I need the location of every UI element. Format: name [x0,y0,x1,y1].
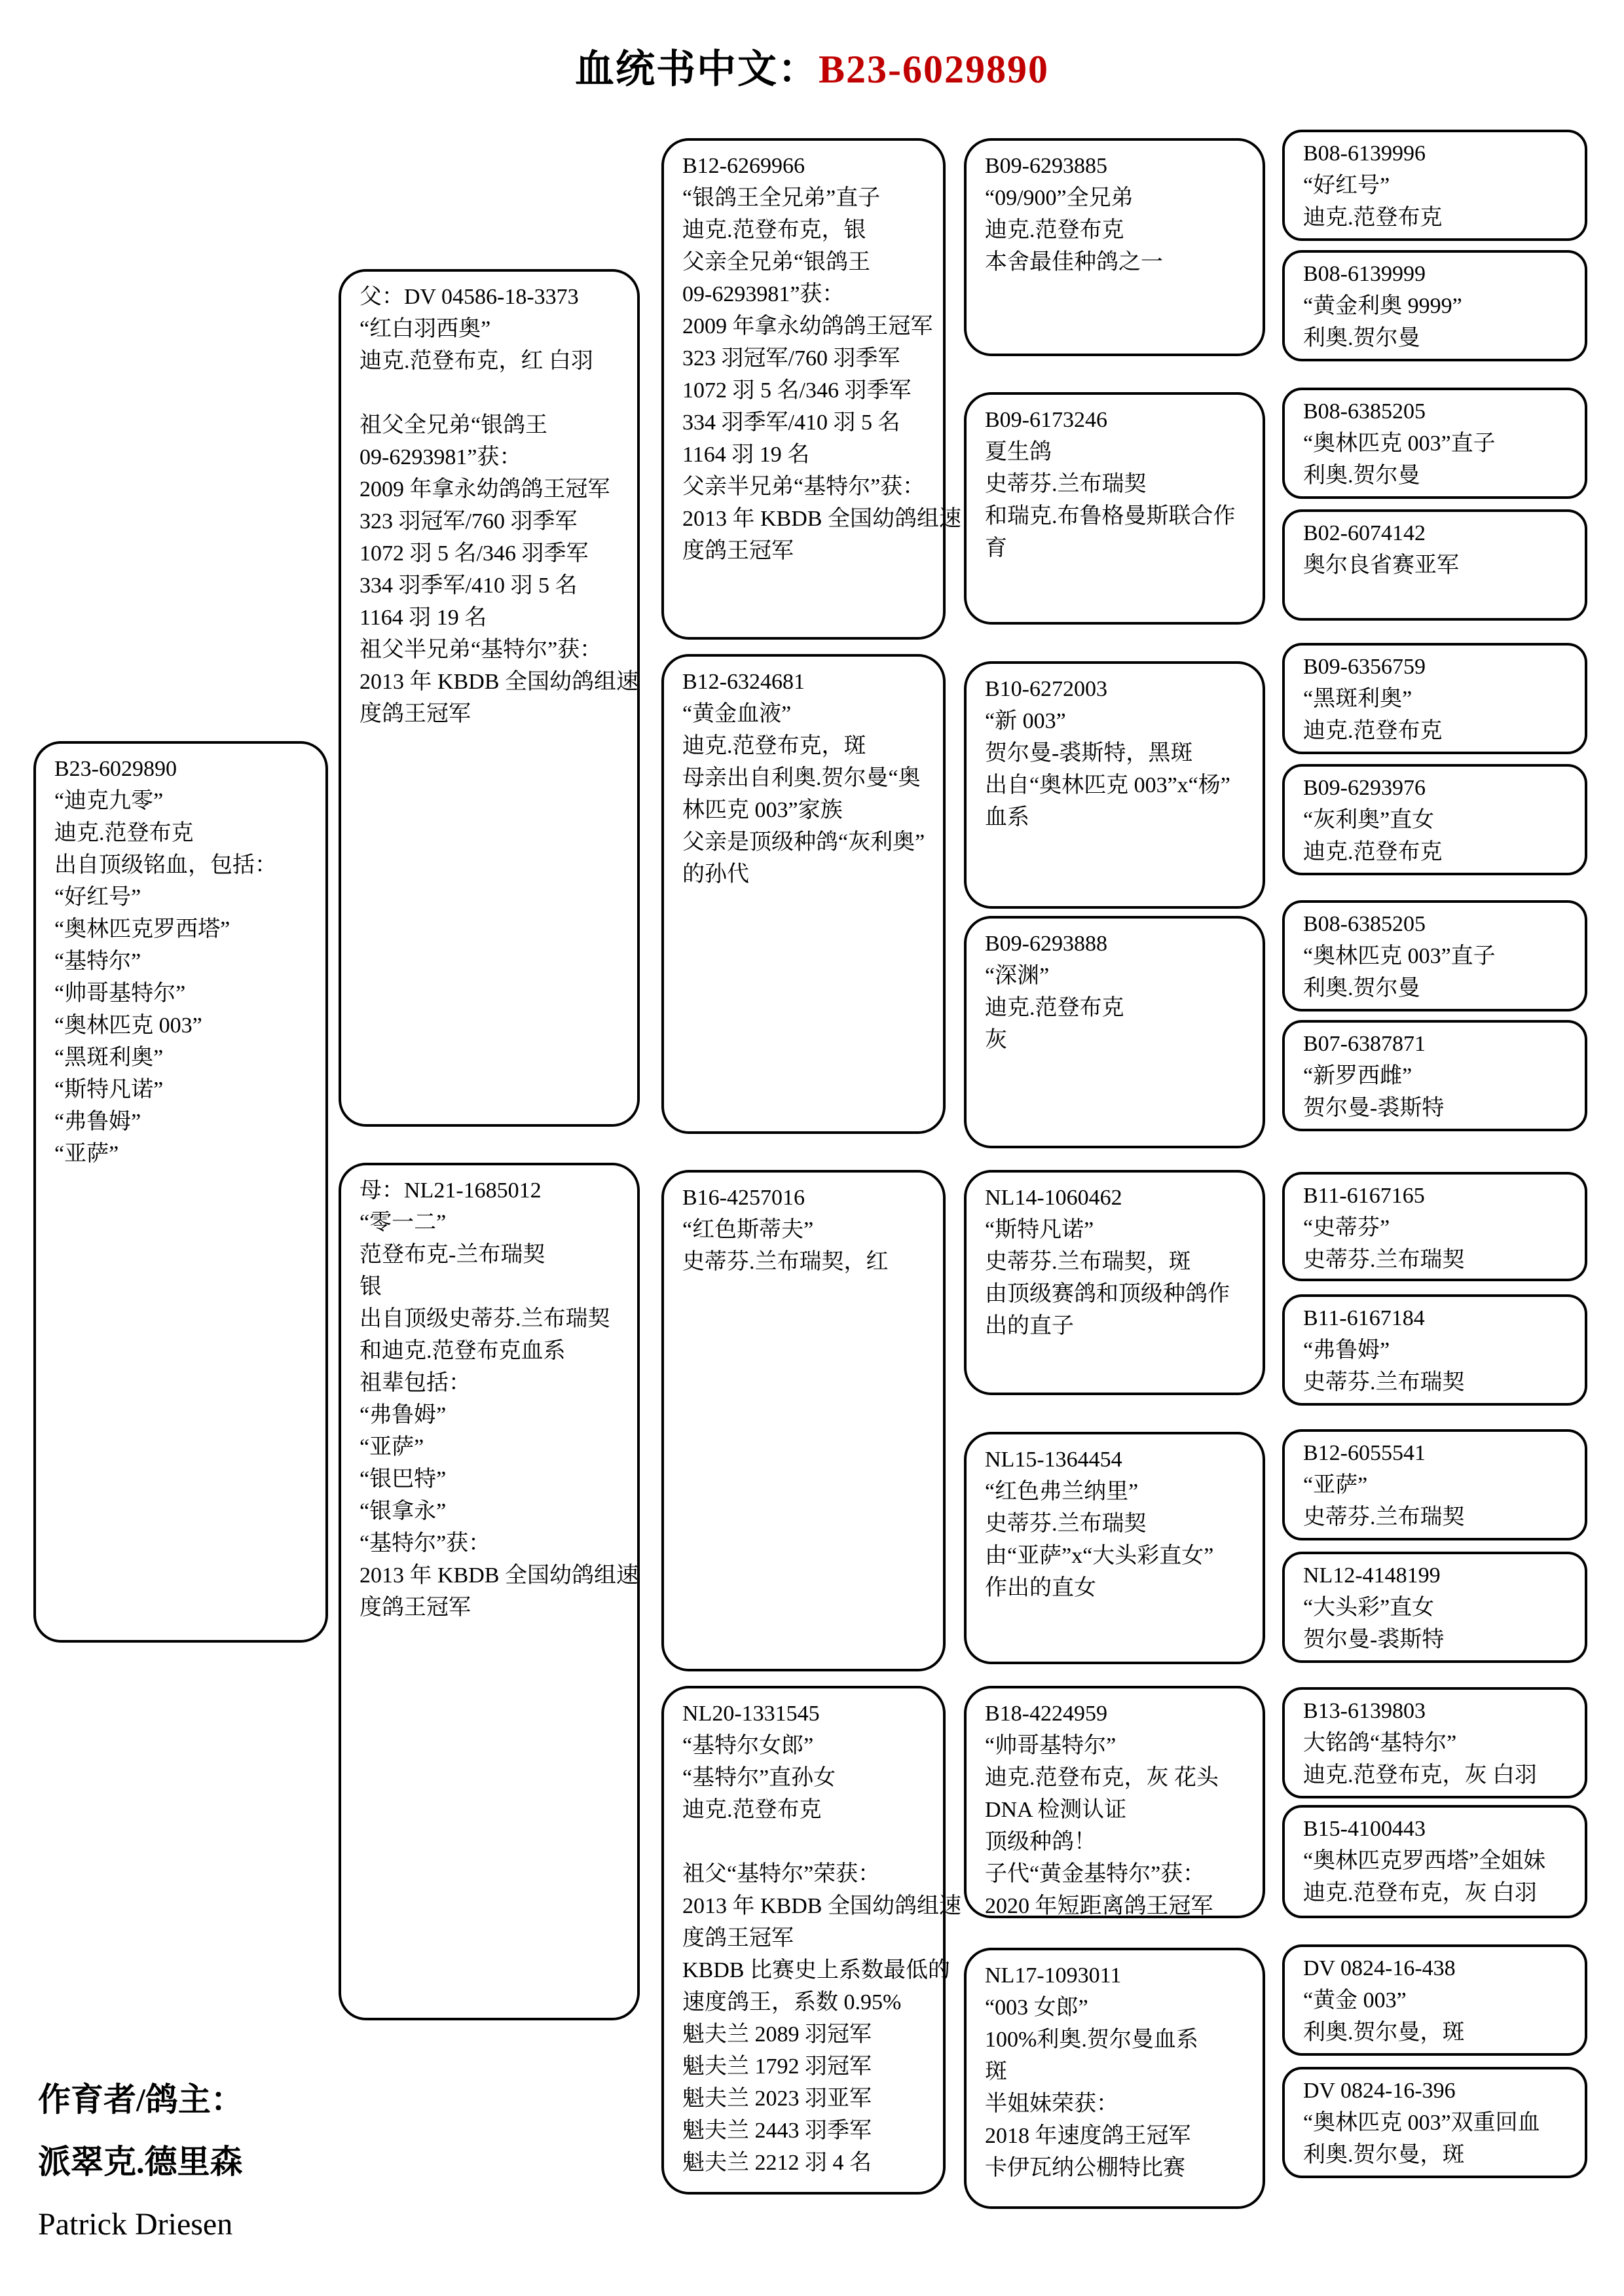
box-line: 子代“黄金基特尔”获： [985,1862,1206,1886]
box-line: B02-6074142 [1303,521,1426,545]
box-line: 利奥.贺尔曼 [1303,976,1420,1000]
box-line: “灰利奥”直女 [1303,808,1435,832]
box-line: DV 0824-16-396 [1303,2079,1456,2103]
box-line: 史蒂芬.兰布瑞契 [1303,1370,1465,1394]
box-line: 利奥.贺尔曼，斑 [1303,2020,1465,2045]
box-line: 1164 羽 19 名 [682,443,810,467]
box-line: “黄金血液” [682,702,792,726]
box-line: 度鸽王冠军 [360,702,471,726]
box-line: “奥林匹克 003”直子 [1303,431,1496,456]
box-line: 和瑞克.布鲁格曼斯联合作 [985,504,1236,528]
box-line: 育 [985,536,1007,560]
box-line: 的孙代 [682,862,749,886]
box-line: 度鸽王冠军 [682,1926,794,1950]
box-line: 334 羽季军/410 羽 5 名 [360,574,578,598]
box-line: 迪克.范登布克 [1303,840,1443,864]
box-line: B08-6385205 [1303,912,1426,936]
box-line: 顶级种鸽！ [985,1830,1096,1854]
box-line: 出自顶级铭血，包括： [54,853,277,877]
box-line: 范登布克-兰布瑞契 [360,1243,545,1267]
pedigree-box-gg-grandparent-5 [1282,643,1587,754]
box-line: 出自“奥林匹克 003”x“杨” [985,773,1230,797]
box-line: 贺尔曼-裘斯特 [1303,1096,1445,1120]
box-line: “帅哥基特尔” [985,1734,1116,1758]
box-line: “银拿永” [360,1499,447,1523]
box-line: B11-6167184 [1303,1306,1425,1330]
box-line: 大铭鸽“基特尔” [1303,1731,1457,1755]
box-line: NL14-1060462 [985,1186,1122,1210]
box-line: “黑斑利奥” [1303,687,1412,711]
box-line: “黄金 003” [1303,1988,1407,2013]
breeder-info [38,2069,244,2255]
box-line: “亚萨” [360,1435,424,1459]
pedigree-box-greatgrandparent-7 [964,1686,1265,1918]
box-line: 1072 羽 5 名/346 羽季军 [360,541,589,566]
box-line: B09-6293885 [985,154,1107,178]
box-line: 魁夫兰 2443 羽季军 [682,2119,872,2143]
box-line: 迪克.范登布克，红 白羽 [360,349,593,373]
box-line: 迪克.范登布克 [1303,206,1443,230]
pedigree-box-grandparent-4 [661,1686,961,2195]
box-line: 334 羽季军/410 羽 5 名 [682,410,900,435]
pedigree-box-gg-grandparent-12 [1282,1552,1587,1663]
box-line: “斯特凡诺” [985,1218,1094,1242]
pedigree-box-grandparent-3 [661,1170,946,1671]
box-line: 速度鸽王，系数 0.95% [682,1990,902,2014]
box-line: 利奥.贺尔曼，斑 [1303,2143,1465,2167]
box-line: “黄金利奥 9999” [1303,294,1462,318]
box-line: 史蒂芬.兰布瑞契，斑 [985,1250,1191,1274]
box-line: 魁夫兰 2212 羽 4 名 [682,2151,872,2175]
box-line: 斑 [985,2060,1007,2084]
box-line: B08-6139999 [1303,262,1426,286]
box-line: “基特尔女郎” [682,1734,814,1758]
pedigree-box-gg-grandparent-2 [1282,250,1587,361]
box-line: 半姐妹荣获： [985,2092,1118,2116]
box-line: “斯特凡诺” [54,1078,164,1102]
box-line: 2018 年速度鸽王冠军 [985,2124,1191,2148]
box-line: “奥林匹克罗西塔”全姐妹 [1303,1849,1546,1873]
box-line: B09-6173246 [985,408,1107,432]
box-line: 迪克.范登布克 [682,1798,822,1822]
box-line: 09-6293981”获： [682,282,845,306]
pedigree-box-greatgrandparent-2 [964,392,1265,625]
box-line: 史蒂芬.兰布瑞契 [1303,1248,1465,1272]
box-line: B13-6139803 [1303,1699,1426,1723]
pedigree-box-greatgrandparent-3 [964,661,1265,909]
box-line: 1072 羽 5 名/346 羽季军 [682,378,912,403]
pedigree-box-gg-grandparent-6 [1282,764,1587,875]
pedigree-box-greatgrandparent-6 [964,1432,1265,1664]
box-line: 323 羽冠军/760 羽季军 [682,346,900,371]
box-line: 夏生鸽 [985,440,1052,464]
box-line: 父亲半兄弟“基特尔”获： [682,475,925,499]
box-line: B18-4224959 [985,1702,1107,1726]
breeder-name-cn: 派翠克.德里森 [38,2143,243,2180]
box-line: 323 羽冠军/760 羽季军 [360,509,578,534]
box-line: 和迪克.范登布克血系 [360,1339,566,1363]
box-line: 2013 年 KBDB 全国幼鸽组速 [682,507,961,531]
box-line: 林匹克 003”家族 [682,798,843,822]
box-line [360,377,631,409]
box-line: 魁夫兰 1792 羽冠军 [682,2054,872,2079]
box-line: 贺尔曼-裘斯特，黑斑 [985,741,1193,765]
box-line: 父亲是顶级种鸽“灰利奥” [682,830,925,854]
page-title [0,38,1624,94]
box-line: “黑斑利奥” [54,1046,164,1070]
box-line: 血系 [985,805,1029,829]
pedigree-box-mother [339,1163,640,2020]
box-line: “银巴特” [360,1467,447,1491]
box-line: NL20-1331545 [682,1702,820,1726]
box-line: B09-6293976 [1303,776,1426,800]
box-line: “亚萨” [1303,1473,1368,1497]
box-line: “新罗西雌” [1303,1064,1412,1088]
box-line: “基特尔” [54,949,141,974]
title-ring-number: B23-6029890 [819,48,1049,91]
box-line: 迪克.范登布克，银 [682,218,866,242]
box-line: 迪克.范登布克，斑 [682,734,866,758]
box-line: “003 女郎” [985,1995,1088,2020]
box-line: “红白羽西奥” [360,317,491,341]
pedigree-box-grandparent-1 [661,138,961,640]
box-line: 2020 年短距离鸽王冠军 [985,1894,1213,1918]
box-line: “帅哥基特尔” [54,981,186,1006]
box-line: 2009 年拿永幼鸽鸽王冠军 [360,477,610,501]
pedigree-box-gg-grandparent-7 [1282,900,1587,1011]
box-line: 迪克.范登布克 [985,218,1124,242]
box-line: “迪克九零” [54,789,164,813]
box-line: “好红号” [1303,173,1390,198]
box-line: “弗鲁姆” [1303,1338,1390,1362]
box-line: 由顶级赛鸽和顶级种鸽作 [985,1282,1230,1306]
box-line: 卡伊瓦纳公棚特比赛 [985,2156,1185,2180]
box-line: “奥林匹克 003”直子 [1303,944,1496,968]
box-line: 由“亚萨”x“大头彩直女” [985,1544,1214,1568]
pedigree-box-gg-grandparent-13 [1282,1687,1587,1798]
box-line: 迪克.范登布克 [985,996,1124,1020]
box-line: 史蒂芬.兰布瑞契，红 [682,1250,889,1274]
pedigree-box-gg-grandparent-16 [1282,2067,1587,2178]
box-line: 母：NL21-1685012 [360,1178,542,1203]
box-line: 09-6293981”获： [360,445,522,469]
pedigree-box-greatgrandparent-1 [964,138,1265,356]
title-label: 血统书中文： [575,48,819,91]
box-line: 出的直子 [985,1314,1074,1338]
box-line: B09-6356759 [1303,655,1426,679]
box-line: 银 [360,1275,382,1299]
box-line: B11-6167165 [1303,1184,1425,1208]
box-line: B16-4257016 [682,1186,805,1210]
box-line: 2013 年 KBDB 全国幼鸽组速 [682,1894,961,1918]
pedigree-box-gg-grandparent-8 [1282,1020,1587,1131]
box-line: 2013 年 KBDB 全国幼鸽组速 [360,1563,638,1588]
box-line: DNA 检测认证 [985,1798,1127,1822]
box-line: B07-6387871 [1303,1032,1426,1056]
box-line: 祖辈包括： [360,1371,471,1395]
box-line: “奥林匹克 003”双重回血 [1303,2111,1540,2135]
box-line: 度鸽王冠军 [682,539,794,563]
pedigree-box-gg-grandparent-4 [1282,509,1587,621]
box-line: 魁夫兰 2089 羽冠军 [682,2022,872,2047]
box-line: B08-6385205 [1303,399,1426,424]
box-line: DV 0824-16-438 [1303,1956,1456,1980]
box-line: 利奥.贺尔曼 [1303,326,1420,350]
box-line: 迪克.范登布克 [54,821,194,845]
pedigree-box-gg-grandparent-9 [1282,1172,1587,1281]
box-line: 史蒂芬.兰布瑞契 [1303,1505,1465,1529]
pedigree-box-gg-grandparent-15 [1282,1944,1587,2056]
box-line: 史蒂芬.兰布瑞契 [985,472,1147,496]
pedigree-box-grandparent-2 [661,654,946,1134]
pedigree-box-gg-grandparent-10 [1282,1294,1587,1406]
box-line: 祖父“基特尔”荣获： [682,1862,881,1886]
breeder-name-en: Patrick Driesen [38,2207,233,2242]
box-line: “基特尔”直孙女 [682,1766,836,1790]
box-line: 祖父全兄弟“银鸽王 [360,413,548,437]
box-line: 父：DV 04586-18-3373 [360,285,579,309]
pedigree-box-subject [33,741,328,1643]
box-line [682,1826,936,1858]
box-line: NL17-1093011 [985,1963,1122,1988]
box-line: 利奥.贺尔曼 [1303,464,1420,488]
box-line: 母亲出自利奥.贺尔曼“奥 [682,766,921,790]
box-line: B12-6055541 [1303,1441,1426,1465]
box-line: “银鸽王全兄弟”直子 [682,186,881,210]
box-line: 奥尔良省赛亚军 [1303,553,1459,577]
pedigree-box-father [339,269,640,1127]
box-line: “大头彩”直女 [1303,1595,1435,1620]
box-line: B23-6029890 [54,757,177,781]
pedigree-box-gg-grandparent-1 [1282,130,1587,241]
box-line: “弗鲁姆” [54,1110,141,1134]
box-line: B10-6272003 [985,677,1107,701]
box-line: 作出的直女 [985,1576,1096,1600]
box-line: 父亲全兄弟“银鸽王 [682,250,871,274]
box-line: 魁夫兰 2023 羽亚军 [682,2086,872,2111]
box-line: 史蒂芬.兰布瑞契 [985,1512,1147,1536]
box-line: “09/900”全兄弟 [985,186,1134,210]
box-line: 贺尔曼-裘斯特 [1303,1628,1445,1652]
box-line: “深渊” [985,964,1050,988]
box-line: NL12-4148199 [1303,1563,1441,1588]
box-line: B09-6293888 [985,932,1107,956]
box-line: “好红号” [54,885,141,909]
box-line: “史蒂芬” [1303,1216,1390,1240]
box-line: NL15-1364454 [985,1448,1122,1472]
box-line: “奥林匹克罗西塔” [54,917,231,941]
box-line: 祖父半兄弟“基特尔”获： [360,638,602,662]
box-line: KBDB 比赛史上系数最低的 [682,1958,950,1982]
box-line: “亚萨” [54,1142,119,1166]
box-line: 迪克.范登布克，灰 白羽 [1303,1881,1537,1905]
box-line: 1164 羽 19 名 [360,606,487,630]
pedigree-box-gg-grandparent-11 [1282,1429,1587,1540]
box-line: B12-6269966 [682,154,805,178]
box-line: 本舍最佳种鸽之一 [985,250,1163,274]
box-line: 2009 年拿永幼鸽鸽王冠军 [682,314,933,338]
box-line: B08-6139996 [1303,141,1426,166]
box-line: 迪克.范登布克 [1303,719,1443,743]
box-line: 出自顶级史蒂芬.兰布瑞契 [360,1307,610,1331]
box-line: “弗鲁姆” [360,1403,447,1427]
box-line: 灰 [985,1028,1007,1052]
pedigree-box-greatgrandparent-4 [964,916,1265,1148]
pedigree-box-gg-grandparent-3 [1282,388,1587,499]
box-line: B15-4100443 [1303,1817,1426,1841]
pedigree-box-gg-grandparent-14 [1282,1805,1587,1918]
box-line: 迪克.范登布克，灰 花头 [985,1766,1219,1790]
box-line: 迪克.范登布克，灰 白羽 [1303,1763,1537,1787]
box-line: 度鸽王冠军 [360,1595,471,1620]
pedigree-box-greatgrandparent-5 [964,1170,1265,1395]
box-line: “基特尔”获： [360,1531,491,1556]
box-line: 2013 年 KBDB 全国幼鸽组速 [360,670,638,694]
box-line: “零一二” [360,1211,447,1235]
box-line: “红色斯蒂夫” [682,1218,814,1242]
box-line: “奥林匹克 003” [54,1013,202,1038]
box-line: 100%利奥.贺尔曼血系 [985,2028,1198,2052]
breeder-role-label: 作育者/鸽主： [38,2081,244,2118]
box-line: “新 003” [985,709,1066,733]
pedigree-box-greatgrandparent-8 [964,1948,1265,2209]
box-line: B12-6324681 [682,670,805,694]
box-line: “红色弗兰纳里” [985,1480,1139,1504]
